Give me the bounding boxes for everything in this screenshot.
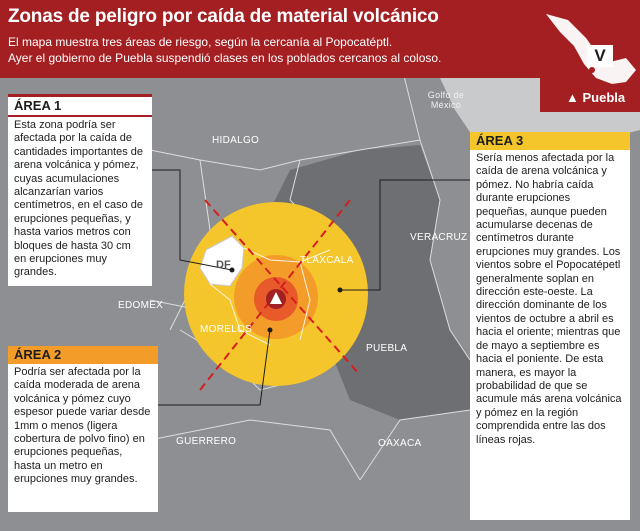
- morelos-label: MORELOS: [200, 324, 253, 335]
- df-label: DF: [216, 259, 231, 271]
- area-1-panel: [8, 94, 152, 286]
- puebla-label: PUEBLA: [366, 343, 408, 354]
- area-3-pointer: [338, 288, 343, 293]
- tlaxcala-label: TLAXCALA: [300, 255, 354, 266]
- subtitle-line-2: Ayer el gobierno de Puebla suspendió clases en los poblados cercanos al coloso.: [8, 51, 442, 65]
- area-1-title: ÁREA 1: [8, 94, 152, 117]
- state-label-text: Puebla: [582, 90, 626, 105]
- subtitle-line-1: El mapa muestra tres áreas de riesgo, según la cercanía al Popocatéptl.: [8, 35, 393, 49]
- area-2-title: ÁREA 2: [8, 346, 158, 364]
- gulf-label: Golfo de México: [427, 90, 465, 110]
- guerrero-label: GUERRERO: [176, 436, 237, 447]
- state-label: [566, 90, 625, 105]
- veracruz-label: VERACRUZ: [410, 232, 468, 243]
- area-2-panel: [8, 346, 158, 512]
- area-2-text: Podría ser afectada por la caída moderada de arena volcánica y pómez cuyo espesor puede variar desde 1mm o menos (ligera cobertura de polvo fino) en erupciones pequeñas, hasta un metro en erupciones muy grandes.: [14, 366, 151, 486]
- area-2-pointer: [268, 328, 273, 333]
- page-title: Zonas de peligro por caída de material volcánico: [8, 6, 439, 27]
- edomex-label: EDOMEX: [118, 300, 164, 311]
- area-1-text: Esta zona podría ser afectada por la caída de cantidades importantes de arena volcánica y pómez, cuyas acumulaciones alcanzarían varios centímetros, en el caso de erupciones pequeñas, y hasta varios metros con bloques de hasta 30 cm en erupciones muy grandes.: [14, 119, 144, 279]
- location-pin-icon: ▲: [566, 90, 583, 105]
- oaxaca-label: OAXACA: [378, 438, 422, 449]
- brand-logo: V: [587, 45, 613, 67]
- hidalgo-label: HIDALGO: [212, 135, 260, 146]
- area-3-title: ÁREA 3: [470, 132, 630, 150]
- area-3-text: Sería menos afectada por la caída de arena volcánica y pómez. No habría caída durante erupciones pequeñas, aunque pueden acumularse decenas de centímetros durante erupciones muy grandes. Los vientos sobre el Popocatépetl generalmente soplan en dirección este-oeste. La dirección dominante de los vientos de octubre a abril es hacia el oriente; mientras que de mayo a septiembre es hacia el poniente. De esta manera, es mayor la probabilidad de que se acumule más arena volcánica y pómez en la región comprendida entre las dos líneas rojas.: [476, 152, 622, 446]
- area-3-panel: [470, 132, 630, 520]
